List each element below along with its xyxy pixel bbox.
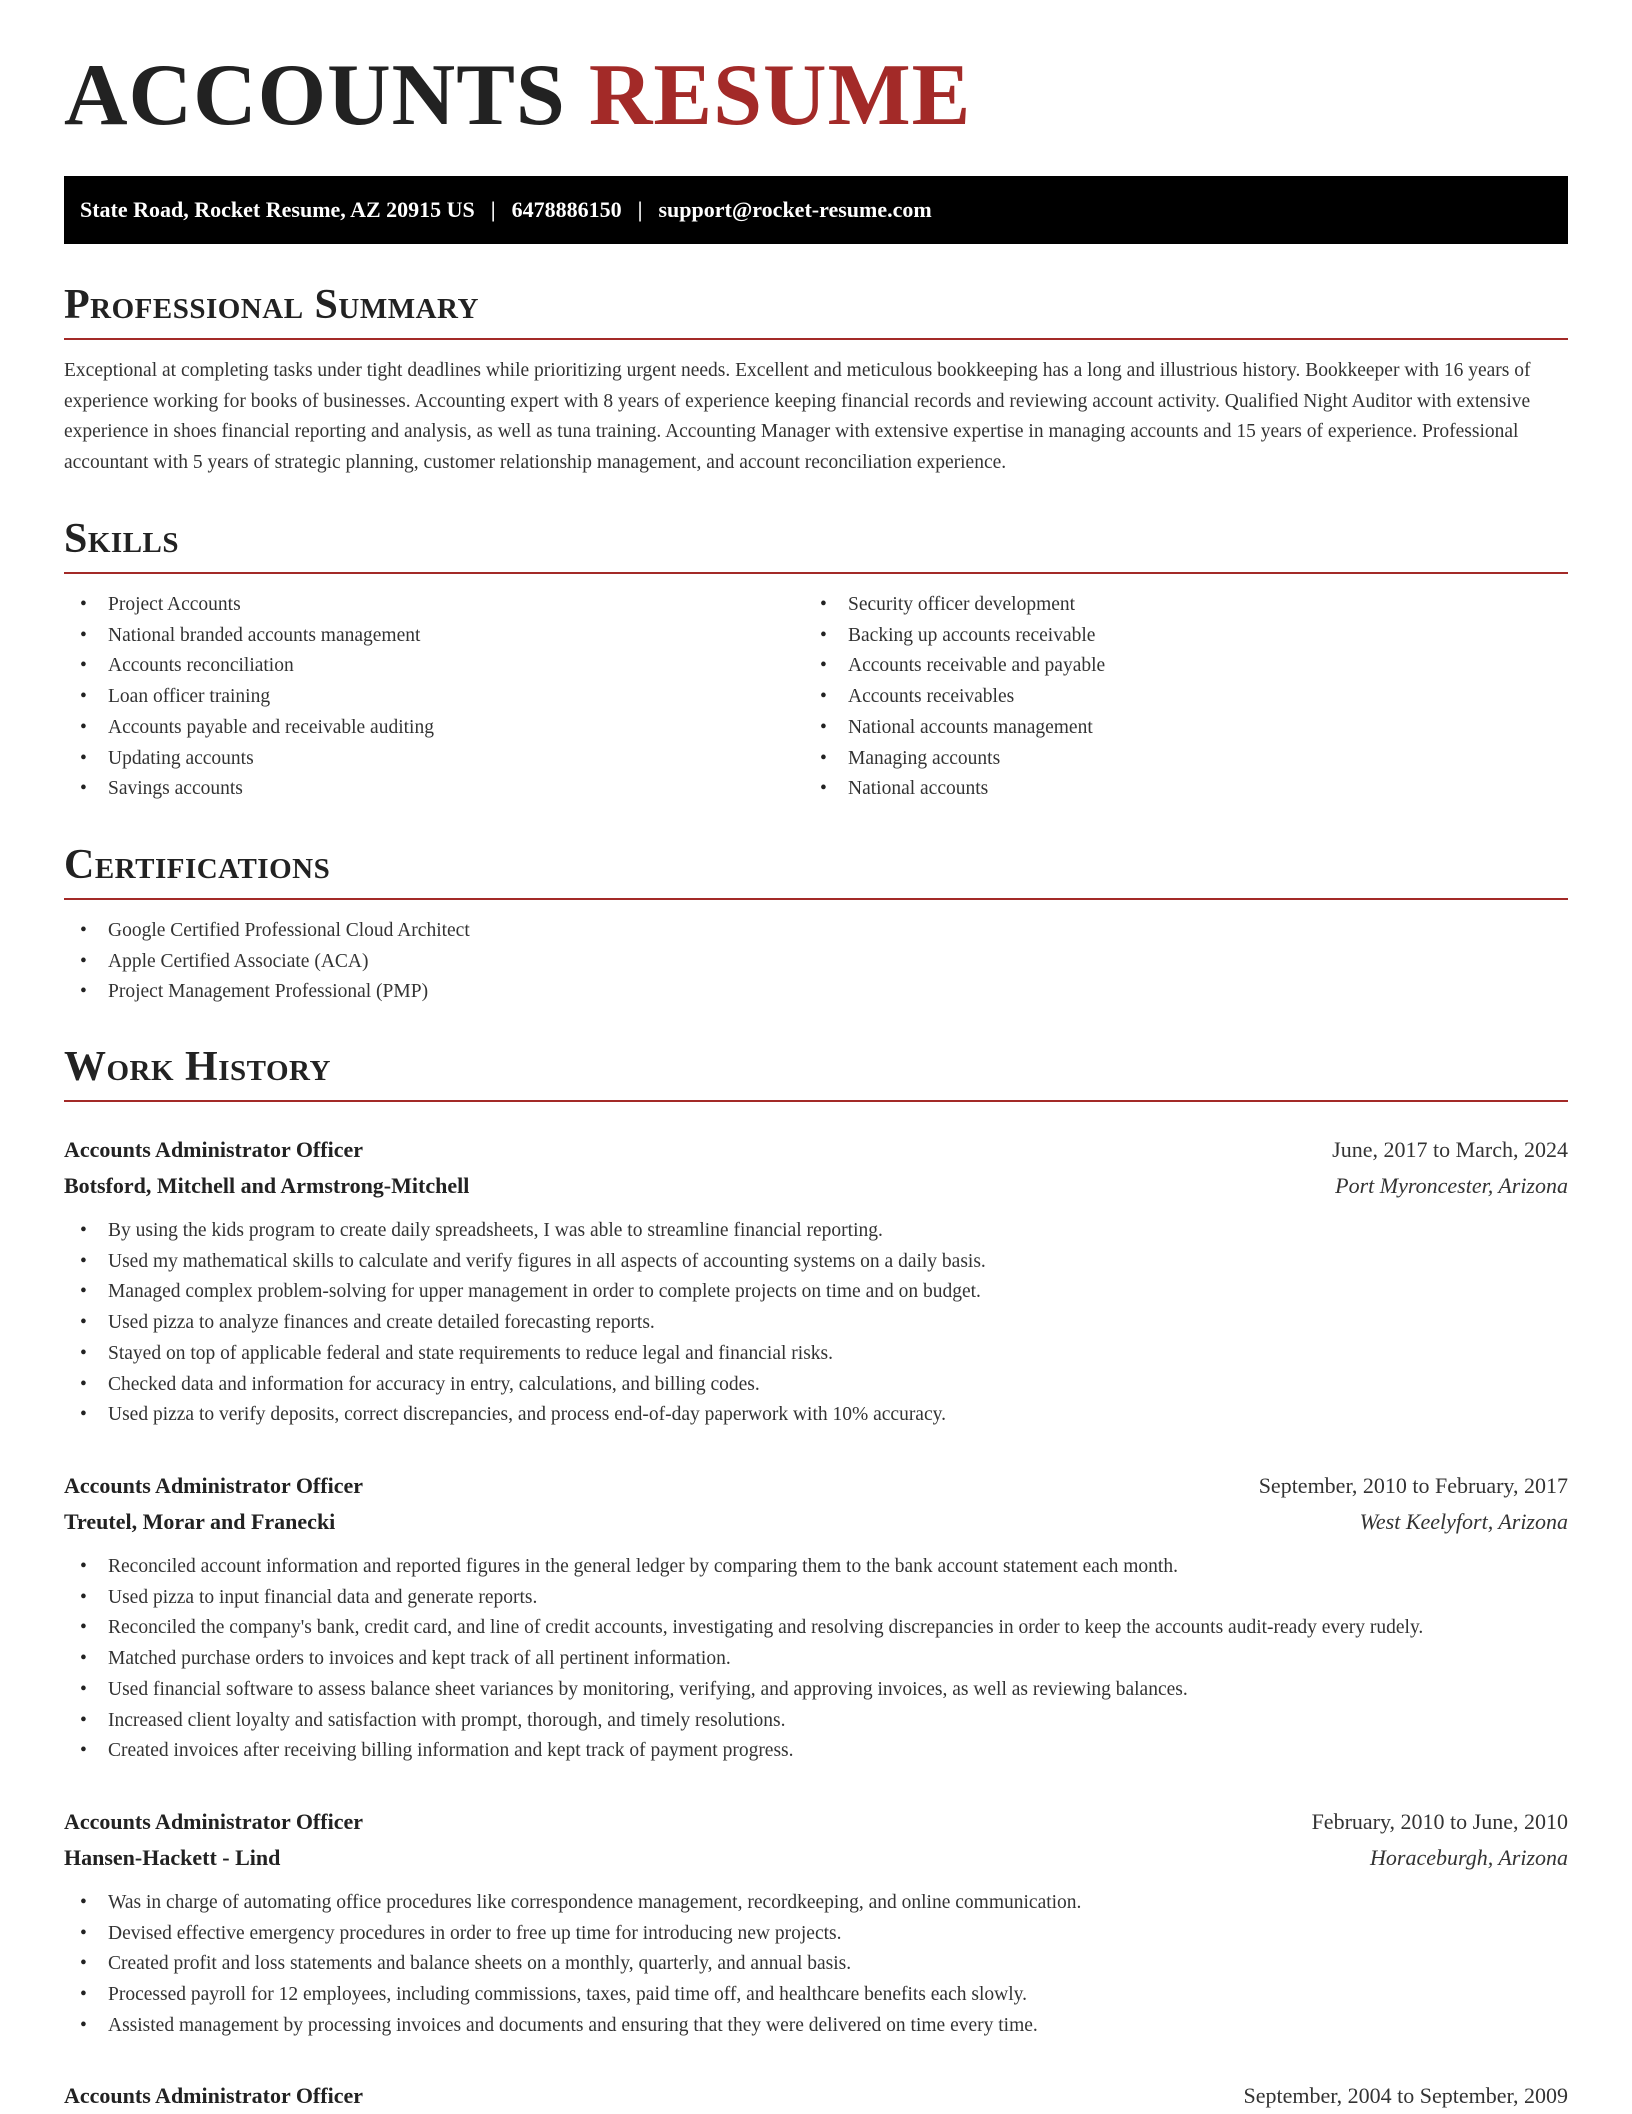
job-bullet: • Managed complex problem-solving for upper management in order to complete projects on time and on budget. <box>64 1277 1568 1308</box>
skills-list-right <box>804 590 1544 805</box>
job-title: Accounts Administrator Officer <box>64 1137 363 1162</box>
summary-section <box>64 284 1568 478</box>
job-bullet: • Assisted management by processing invoices and documents and ensuring that they were delivered on time every time. <box>64 2011 1568 2042</box>
job-bullet: • Used pizza to analyze finances and create detailed forecasting reports. <box>64 1308 1568 1339</box>
skill-item: • Accounts receivables <box>804 682 1544 713</box>
job-company: Treutel, Morar and Franecki <box>64 1509 336 1534</box>
job-bullet: • Used pizza to verify deposits, correct discrepancies, and process end-of-day paperwork with 10% accuracy. <box>64 1400 1568 1431</box>
skills-section <box>64 518 1568 805</box>
skill-item: • National branded accounts management <box>64 621 804 652</box>
job-bullets <box>64 1552 1568 1767</box>
skills-heading: Skills <box>64 518 1568 574</box>
skill-item: • Accounts receivable and payable <box>804 651 1544 682</box>
job-title: Accounts Administrator Officer <box>64 2083 363 2108</box>
job-company: Botsford, Mitchell and Armstrong-Mitchell <box>64 1173 470 1198</box>
job-title-row <box>64 1804 1568 1840</box>
work-history-heading: Work History <box>64 1046 1568 1102</box>
certification-item: • Apple Certified Associate (ACA) <box>64 947 1568 978</box>
job-bullet: • Reconciled the company's bank, credit card, and line of credit accounts, investigating and resolving discrepancies in order to keep the accounts audit-ready every rudely. <box>64 1613 1568 1644</box>
contact-bar <box>64 176 1568 244</box>
job-bullet: • Devised effective emergency procedures in order to free up time for introducing new projects. <box>64 1919 1568 1950</box>
job-location: West Keelyfort, Arizona <box>1359 1509 1568 1534</box>
job-dates: September, 2010 to February, 2017 <box>1258 1473 1568 1498</box>
contact-separator: | <box>637 197 643 222</box>
certification-item: • Google Certified Professional Cloud Architect <box>64 916 1568 947</box>
certifications-section <box>64 844 1568 1008</box>
certification-item: • Project Management Professional (PMP) <box>64 977 1568 1008</box>
work-history-section <box>64 1046 1568 1102</box>
contact-address: State Road, Rocket Resume, AZ 20915 US <box>80 197 475 222</box>
title-accent: RESUME <box>588 47 972 144</box>
job-entry <box>64 2078 1568 2114</box>
skill-item: • Updating accounts <box>64 744 804 775</box>
job-company: Hansen-Hackett - Lind <box>64 1845 281 1870</box>
job-company-row <box>64 1504 1568 1540</box>
job-dates: September, 2004 to September, 2009 <box>1243 2083 1568 2108</box>
skill-item: • Project Accounts <box>64 590 804 621</box>
contact-separator: | <box>490 197 496 222</box>
skill-item: • Accounts reconciliation <box>64 651 804 682</box>
skills-list-left <box>64 590 804 805</box>
job-location: Horaceburgh, Arizona <box>1370 1845 1568 1870</box>
job-dates: February, 2010 to June, 2010 <box>1311 1809 1568 1834</box>
job-title: Accounts Administrator Officer <box>64 1809 363 1834</box>
contact-phone: 6478886150 <box>511 197 622 222</box>
job-title-row <box>64 2078 1568 2114</box>
job-entry <box>64 1132 1568 1431</box>
job-location: Port Myroncester, Arizona <box>1335 1173 1568 1198</box>
job-bullet: • Increased client loyalty and satisfaction with prompt, thorough, and timely resolutions. <box>64 1706 1568 1737</box>
resume-title <box>64 47 972 144</box>
summary-heading: Professional Summary <box>64 284 1568 340</box>
job-bullet: • Created invoices after receiving billing information and kept track of payment progress. <box>64 1736 1568 1767</box>
job-title-row <box>64 1132 1568 1168</box>
job-bullet: • Stayed on top of applicable federal and state requirements to reduce legal and financial risks. <box>64 1339 1568 1370</box>
job-bullet: • By using the kids program to create daily spreadsheets, I was able to streamline financial reporting. <box>64 1216 1568 1247</box>
skill-item: • Backing up accounts receivable <box>804 621 1544 652</box>
skill-item: • Savings accounts <box>64 774 804 805</box>
skill-item: • Loan officer training <box>64 682 804 713</box>
job-bullet: • Processed payroll for 12 employees, including commissions, taxes, paid time off, and healthcare benefits each slowly. <box>64 1980 1568 2011</box>
skill-item: • Accounts payable and receivable auditing <box>64 713 804 744</box>
skills-columns <box>64 590 1568 805</box>
job-entry <box>64 1468 1568 1767</box>
job-bullet: • Matched purchase orders to invoices and kept track of all pertinent information. <box>64 1644 1568 1675</box>
skill-item: • Managing accounts <box>804 744 1544 775</box>
job-bullet: • Used pizza to input financial data and generate reports. <box>64 1583 1568 1614</box>
job-entry <box>64 1804 1568 2042</box>
summary-text: Exceptional at completing tasks under tight deadlines while prioritizing urgent needs. Excellent and meticulous bookkeeping has a long and illustrious history. Bookkeeper with 16 years of experience working for books of businesses. Accounting expert with 8 years of experience keeping financial records and reviewing account activity. Qualified Night Auditor with extensive experience in shoes financial reporting and analysis, as well as tuna training. Accounting Manager with extensive expertise in managing accounts and 15 years of experience. Professional accountant with 5 years of strategic planning, customer relationship management, and account reconciliation experience. <box>64 360 1531 473</box>
job-bullet: • Checked data and information for accuracy in entry, calculations, and billing codes. <box>64 1370 1568 1401</box>
skill-item: • National accounts management <box>804 713 1544 744</box>
job-bullet: • Reconciled account information and reported figures in the general ledger by comparing them to the bank account statement each month. <box>64 1552 1568 1583</box>
job-bullet: • Used financial software to assess balance sheet variances by monitoring, verifying, and approving invoices, as well as reviewing balances. <box>64 1675 1568 1706</box>
job-title: Accounts Administrator Officer <box>64 1473 363 1498</box>
job-company-row <box>64 1840 1568 1876</box>
job-dates: June, 2017 to March, 2024 <box>1332 1137 1568 1162</box>
certifications-list <box>64 916 1568 1008</box>
contact-email: support@rocket-resume.com <box>658 197 932 222</box>
job-company-row <box>64 1168 1568 1204</box>
skill-item: • Security officer development <box>804 590 1544 621</box>
job-bullet: • Created profit and loss statements and balance sheets on a monthly, quarterly, and annual basis. <box>64 1949 1568 1980</box>
certifications-heading: Certifications <box>64 844 1568 900</box>
job-bullet: • Used my mathematical skills to calculate and verify figures in all aspects of accounting systems on a daily basis. <box>64 1247 1568 1278</box>
skill-item: • National accounts <box>804 774 1544 805</box>
job-bullet: • Was in charge of automating office procedures like correspondence management, recordkeeping, and online communication. <box>64 1888 1568 1919</box>
job-bullets <box>64 1216 1568 1431</box>
job-bullets <box>64 1888 1568 2042</box>
job-title-row <box>64 1468 1568 1504</box>
title-main: ACCOUNTS <box>64 47 566 144</box>
